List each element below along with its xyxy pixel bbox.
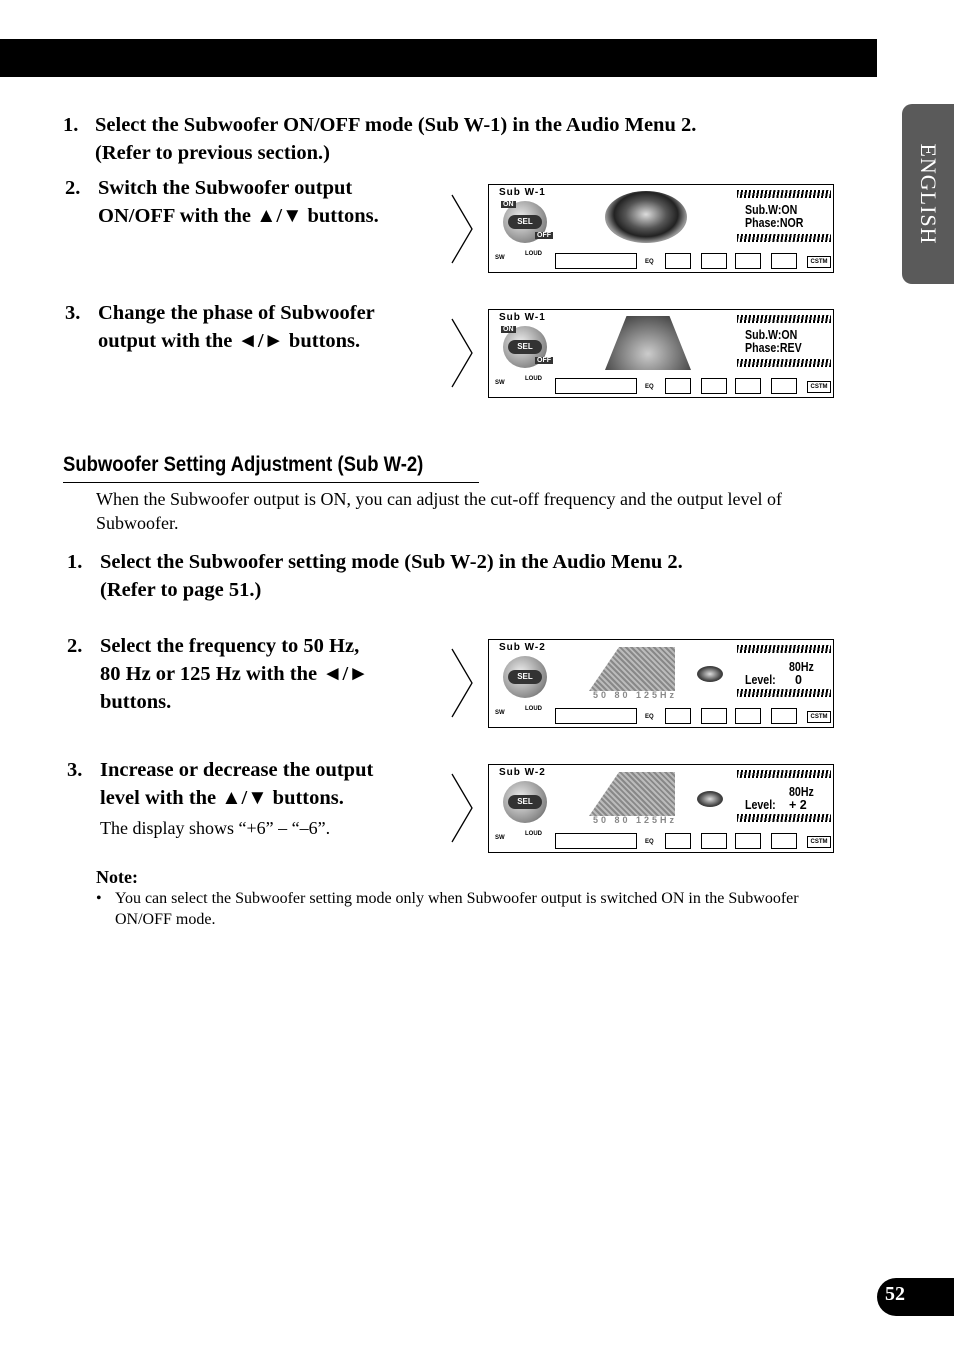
eq-curve-icon <box>735 253 761 269</box>
cstm-label: CSTM <box>807 256 831 268</box>
section-heading: Subwoofer Setting Adjustment (Sub W-2) <box>63 453 424 476</box>
eq-label: EQ <box>645 839 654 845</box>
eq-bar-icon <box>555 708 637 724</box>
level-value: + 2 <box>789 798 807 812</box>
off-label: OFF <box>537 232 551 239</box>
frequency-curve-graphic <box>589 647 675 691</box>
step-text: output with the ◄/► buttons. <box>98 330 361 352</box>
display-mode-label: Sub W-1 <box>499 312 546 323</box>
heading-underline <box>63 482 479 483</box>
eq-bar-icon <box>555 833 637 849</box>
sw-label: SW <box>495 380 505 386</box>
step-text: Switch the Subwoofer output <box>98 177 353 199</box>
pointer-arrow-icon <box>451 194 473 264</box>
decor-stripe <box>737 770 831 778</box>
header-bar <box>0 39 877 77</box>
note-bullet: • <box>96 890 102 907</box>
language-tab <box>902 104 954 284</box>
eq-curve-icon <box>735 378 761 394</box>
phase-line: Phase:REV <box>745 341 802 355</box>
note-body <box>96 888 836 930</box>
display-bottom-row <box>489 829 833 851</box>
note-title: Note: <box>96 867 138 887</box>
step-text: buttons. <box>100 691 172 713</box>
pointer-arrow-icon <box>451 648 473 718</box>
eq-curve-icon <box>665 833 691 849</box>
eq-label: EQ <box>645 384 654 390</box>
step-text: (Refer to previous section.) <box>95 142 330 164</box>
eq-curve-icon <box>771 378 797 394</box>
display-mode-label: Sub W-2 <box>499 767 546 778</box>
display-status-text <box>745 204 803 230</box>
sw-label: SW <box>495 255 505 261</box>
sel-label: SEL <box>508 795 542 809</box>
dial-icon <box>503 781 547 823</box>
step-number: 2. <box>67 635 83 657</box>
step-number: 2. <box>65 177 81 199</box>
eq-bar-icon <box>555 378 637 394</box>
phase-line: Phase:NOR <box>745 216 804 230</box>
cstm-label: CSTM <box>807 836 831 848</box>
eq-label: EQ <box>645 259 654 265</box>
lcd-display-sub-w1-rev <box>488 309 834 398</box>
status-line: Sub.W:ON <box>745 328 798 342</box>
pointer-arrow-icon <box>451 318 473 388</box>
eq-curve-icon <box>771 708 797 724</box>
eq-curve-icon <box>701 833 727 849</box>
eq-curve-icon <box>665 378 691 394</box>
step-text: Select the Subwoofer setting mode (Sub W-2) in the Audio Menu 2. <box>100 551 683 573</box>
language-tab-label: ENGLISH <box>916 143 941 245</box>
sel-label: SEL <box>508 670 542 684</box>
step-text: Change the phase of Subwoofer <box>98 302 375 324</box>
step-a3 <box>65 299 375 355</box>
frequency-curve-graphic <box>589 772 675 816</box>
step-number: 3. <box>65 302 81 324</box>
speaker-icon <box>697 791 723 807</box>
step-text: 80 Hz or 125 Hz with the ◄/► <box>100 663 369 685</box>
decor-stripe <box>737 315 831 323</box>
eq-curve-icon <box>771 253 797 269</box>
step-subtext: The display shows “+6” – “–6”. <box>100 818 331 838</box>
step-b1 <box>67 548 683 604</box>
sel-label: SEL <box>508 215 542 229</box>
sw-label: SW <box>495 835 505 841</box>
step-text: (Refer to page 51.) <box>100 579 262 601</box>
step-text: Select the Subwoofer ON/OFF mode (Sub W-1) in the Audio Menu 2. <box>95 114 697 136</box>
eq-label: EQ <box>645 714 654 720</box>
display-bottom-row <box>489 249 833 271</box>
eq-curve-icon <box>701 378 727 394</box>
decor-stripe <box>737 359 831 367</box>
step-text: Select the frequency to 50 Hz, <box>100 635 360 657</box>
eq-curve-icon <box>701 253 727 269</box>
decor-stripe <box>737 645 831 653</box>
eq-curve-icon <box>735 708 761 724</box>
off-label: OFF <box>537 357 551 364</box>
sw-label: SW <box>495 710 505 716</box>
section-intro: When the Subwoofer output is ON, you can adjust the cut-off frequency and the output level of Subwoofer. <box>96 489 782 533</box>
step-number: 1. <box>63 114 79 136</box>
loud-label: LOUD <box>525 376 542 382</box>
level-label: Level: <box>745 673 776 687</box>
cstm-label: CSTM <box>807 381 831 393</box>
dial-icon <box>503 656 547 698</box>
display-bottom-row <box>489 704 833 726</box>
subwoofer-cone-icon <box>605 316 691 370</box>
step-a2 <box>65 174 379 230</box>
sel-label: SEL <box>508 340 542 354</box>
step-b3 <box>67 756 373 842</box>
step-number: 1. <box>67 551 83 573</box>
level-label: Level: <box>745 798 776 812</box>
display-bottom-row <box>489 374 833 396</box>
frequency-scale-label: 50 80 125Hz <box>593 690 678 700</box>
lcd-display-sub-w2-level-plus2 <box>488 764 834 853</box>
step-a1 <box>63 111 696 167</box>
level-value: 0 <box>795 673 802 687</box>
eq-curve-icon <box>701 708 727 724</box>
cstm-label: CSTM <box>807 711 831 723</box>
decor-stripe <box>737 234 831 242</box>
on-label: ON <box>503 326 514 333</box>
step-b2 <box>67 632 369 716</box>
step-text: level with the ▲/▼ buttons. <box>100 787 344 809</box>
display-status-text <box>745 329 802 355</box>
status-line: Sub.W:ON <box>745 203 798 217</box>
eq-curve-icon <box>665 253 691 269</box>
step-text: Increase or decrease the output <box>100 759 374 781</box>
speaker-icon <box>697 666 723 682</box>
on-label: ON <box>503 201 514 208</box>
loud-label: LOUD <box>525 706 542 712</box>
lcd-display-sub-w2-level-0 <box>488 639 834 728</box>
display-mode-label: Sub W-1 <box>499 187 546 198</box>
decor-stripe <box>737 190 831 198</box>
step-text: ON/OFF with the ▲/▼ buttons. <box>98 205 379 227</box>
step-number: 3. <box>67 759 83 781</box>
decor-stripe <box>737 689 831 697</box>
frequency-value: 80Hz <box>789 785 814 799</box>
eq-curve-icon <box>665 708 691 724</box>
pointer-arrow-icon <box>451 773 473 843</box>
loud-label: LOUD <box>525 831 542 837</box>
lcd-display-sub-w1-nor <box>488 184 834 273</box>
frequency-scale-label: 50 80 125Hz <box>593 815 678 825</box>
page-number-badge <box>877 1278 954 1316</box>
loud-label: LOUD <box>525 251 542 257</box>
frequency-value: 80Hz <box>789 660 814 674</box>
decor-stripe <box>737 814 831 822</box>
eq-curve-icon <box>771 833 797 849</box>
eq-curve-icon <box>735 833 761 849</box>
display-mode-label: Sub W-2 <box>499 642 546 653</box>
eq-bar-icon <box>555 253 637 269</box>
subwoofer-speaker-icon <box>605 191 687 243</box>
page-number: 52 <box>885 1283 905 1305</box>
note-text: You can select the Subwoofer setting mode only when Subwoofer output is switched ON in the Subwoofer ON/OFF mode. <box>115 890 799 928</box>
